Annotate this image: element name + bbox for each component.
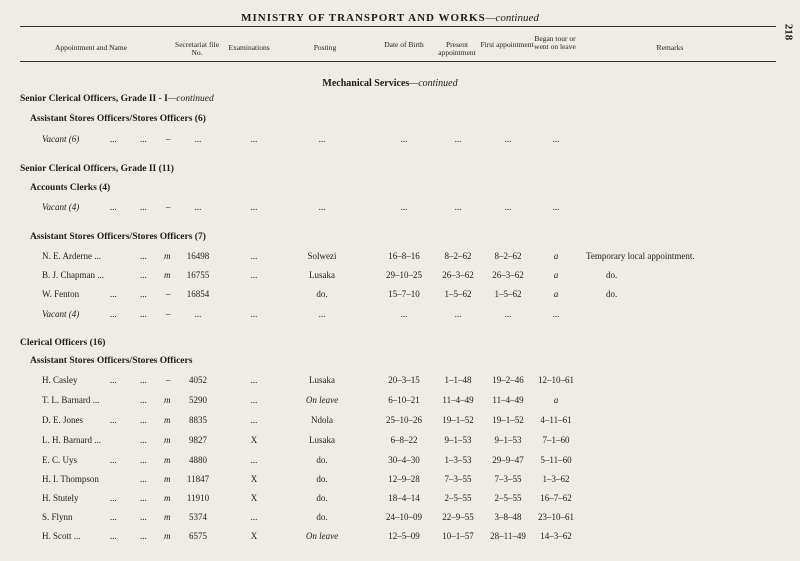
table-row: N. E. Arderne ... ... m 16498 ... Solwezi 16–8–16 8–2–62 8–2–62 a Temporary local appointment.	[42, 251, 695, 261]
group-heading: Clerical Officers (16)	[20, 338, 106, 348]
page-title: MINISTRY OF TRANSPORT AND WORKS—continued	[241, 12, 539, 24]
group-heading: Senior Clerical Officers, Grade II - I—continued	[20, 94, 214, 104]
col-dob: Date of Birth	[384, 40, 424, 49]
header-rule-top	[20, 26, 776, 27]
col-examinations: Examinations	[228, 43, 270, 52]
section-title: Mechanical Services—continued	[322, 78, 458, 89]
page-number: 218	[781, 23, 794, 41]
header-rule-bottom	[20, 61, 776, 62]
table-row: S. Flynn ... ... m 5374 ... do. 24–10–09 22–9–55 3–8–48 23–10–61	[42, 512, 574, 522]
table-row: H. Stutely ... ... m 11910 X do. 18–4–14 2–5–55 2–5–55 16–7–62	[42, 493, 572, 503]
col-first: First appointment	[480, 40, 534, 49]
table-row: Vacant (4) ... ... – ... ... ... ... ... ... ...	[42, 202, 560, 212]
table-row: Vacant (6) ... ... – ... ... ... ... ... ... ...	[42, 134, 560, 144]
subgroup-heading: Accounts Clerks (4)	[30, 183, 111, 193]
table-row: W. Fenton ... ... – 16854 do. 15–7–10 1–5–62 1–5–62 a do.	[42, 289, 618, 299]
subgroup-heading: Assistant Stores Officers/Stores Officers (7)	[30, 232, 206, 242]
table-row: Vacant (4) ... ... – ... ... ... ... ... ... ...	[42, 309, 560, 319]
table-row: H. I. Thompson ... m 11847 X do. 12–9–28 7–3–55 7–3–55 1–3–62	[42, 474, 570, 484]
col-secretariat: Secretariat file No.	[175, 40, 219, 57]
table-row: H. Scott ... ... ... m 6575 X On leave 12–5–09 10–1–57 28–11–49 14–3–62	[42, 531, 572, 541]
col-tour: Began tour or went on leave	[534, 34, 576, 51]
col-posting: Posting	[313, 43, 337, 52]
col-remarks: Remarks	[656, 43, 684, 52]
subgroup-heading: Assistant Stores Officers/Stores Officers	[30, 356, 193, 366]
table-row: B. J. Chapman ... ... m 16755 ... Lusaka 29–10–25 26–3–62 26–3–62 a do.	[42, 270, 618, 280]
table-row: D. E. Jones ... ... m 8835 ... Ndola 25–10–26 19–1–52 19–1–52 4–11–61	[42, 415, 572, 425]
table-row: L. H. Barnard ... ... m 9827 X Lusaka 6–8–22 9–1–53 9–1–53 7–1–60	[42, 435, 570, 445]
col-appointment: Appointment and Name	[54, 43, 128, 52]
table-row: H. Casley ... ... – 4052 ... Lusaka 20–3–15 1–1–48 19–2–46 12–10–61	[42, 375, 574, 385]
table-row: E. C. Uys ... ... m 4880 ... do. 30–4–30 1–3–53 29–9–47 5–11–60	[42, 455, 572, 465]
subgroup-heading: Assistant Stores Officers/Stores Officers (6)	[30, 114, 206, 124]
table-row: T. L. Barnard ... ... m 5290 ... On leave 6–10–21 11–4–49 11–4–49 a	[42, 395, 559, 405]
col-present: Present appointment	[438, 40, 476, 57]
group-heading: Senior Clerical Officers, Grade II (11)	[20, 164, 174, 174]
